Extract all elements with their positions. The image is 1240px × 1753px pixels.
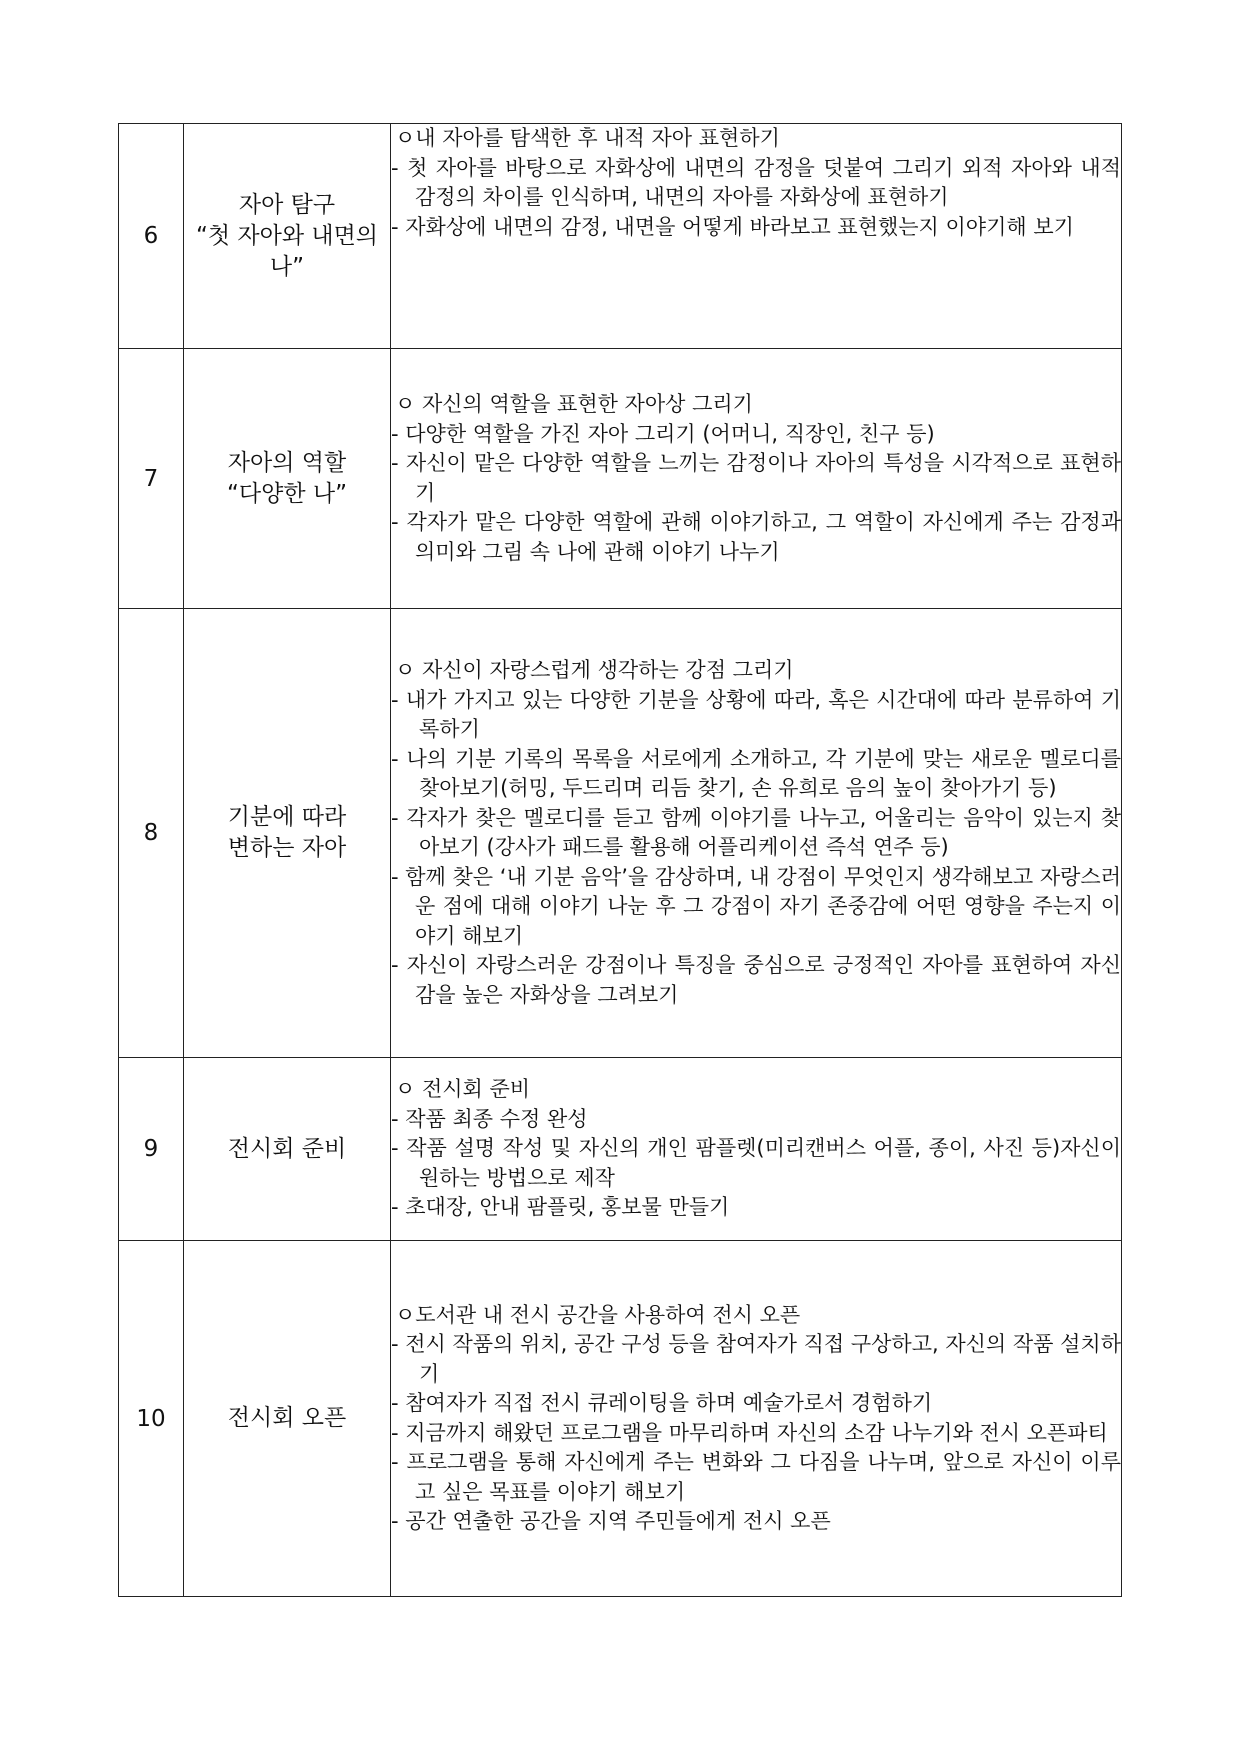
session-content [391, 124, 1122, 349]
session-heading: ㅇ 자신의 역할을 표현한 자아상 그리기 [395, 392, 753, 416]
session-item: - 작품 설명 작성 및 자신의 개인 팜플렛(미리캔버스 어플, 종이, 사진 등)자신이 원하는 방법으로 제작 [391, 1136, 1121, 1190]
session-title-line: 자아의 역할 [227, 449, 347, 476]
session-title-line: 전시회 오픈 [227, 1405, 347, 1431]
session-item: - 자신이 자랑스러운 강점이나 특징을 중심으로 긍정적인 자아를 표현하여 자신감을 높은 자화상을 그려보기 [391, 953, 1121, 1007]
table-row [119, 609, 1122, 1058]
session-title [184, 1058, 391, 1241]
session-item: - 공간 연출한 공간을 지역 주민들에게 전시 오픈 [391, 1509, 831, 1533]
session-content [391, 1058, 1122, 1241]
table-row [119, 1241, 1122, 1597]
session-item: - 나의 기분 기록의 목록을 서로에게 소개하고, 각 기분에 맞는 새로운 멜로디를 찾아보기(허밍, 두드리며 리듬 찾기, 손 유희로 음의 높이 찾아가기 등) [391, 746, 1121, 800]
session-title-line: “첫 자아와 내면의 [195, 222, 379, 249]
session-heading: ㅇ 전시회 준비 [395, 1077, 531, 1102]
session-item: - 다양한 역할을 가진 자아 그리기 (어머니, 직장인, 친구 등) [391, 421, 935, 446]
session-item: - 자화상에 내면의 감정, 내면을 어떻게 바라보고 표현했는지 이야기해 보기 [391, 214, 1074, 239]
session-heading: ㅇ내 자아를 탐색한 후 내적 자아 표현하기 [395, 126, 780, 150]
session-title [184, 349, 391, 609]
session-title-line: “다양한 나” [226, 480, 347, 507]
session-heading: ㅇ도서관 내 전시 공간을 사용하여 전시 오픈 [395, 1302, 801, 1327]
session-content [391, 1241, 1122, 1597]
session-title-line: 변하는 자아 [227, 835, 347, 861]
session-number: 10 [119, 1241, 184, 1597]
session-content [391, 349, 1122, 609]
session-item: - 각자가 찾은 멜로디를 듣고 함께 이야기를 나누고, 어울리는 음악이 있는지 찾아보기 (강사가 패드를 활용해 어플리케이션 즉석 연주 등) [391, 805, 1121, 859]
session-item: - 자신이 맡은 다양한 역할을 느끼는 감정이나 자아의 특성을 시각적으로 표현하기 [391, 451, 1121, 505]
session-number: 8 [119, 609, 184, 1058]
session-item: - 첫 자아를 바탕으로 자화상에 내면의 감정을 덧붙여 그리기 외적 자아와 내적 감정의 차이를 인식하며, 내면의 자아를 자화상에 표현하기 [391, 155, 1121, 209]
session-number: 7 [119, 349, 184, 609]
table-row [119, 349, 1122, 609]
session-title [184, 124, 391, 349]
session-item: - 초대장, 안내 팜플릿, 홍보물 만들기 [391, 1195, 730, 1220]
session-item: - 작품 최종 수정 완성 [391, 1106, 588, 1131]
session-item: - 각자가 맡은 다양한 역할에 관해 이야기하고, 그 역할이 자신에게 주는 감정과 의미와 그림 속 나에 관해 이야기 나누기 [391, 510, 1121, 564]
session-content [391, 609, 1122, 1058]
session-item: - 전시 작품의 위치, 공간 구성 등을 참여자가 직접 구상하고, 자신의 작품 설치하기 [391, 1332, 1121, 1386]
session-number: 9 [119, 1058, 184, 1241]
table-row [119, 1058, 1122, 1241]
session-title-line: 전시회 준비 [227, 1135, 347, 1162]
session-item: - 내가 가지고 있는 다양한 기분을 상황에 따라, 혹은 시간대에 따라 분류하여 기록하기 [391, 687, 1121, 741]
session-title [184, 609, 391, 1058]
session-item: - 지금까지 해왔던 프로그램을 마무리하며 자신의 소감 나누기와 전시 오픈파티 [391, 1420, 1108, 1445]
table-row [119, 124, 1122, 349]
session-item: - 참여자가 직접 전시 큐레이팅을 하며 예술가로서 경험하기 [391, 1391, 933, 1415]
session-heading: ㅇ 자신이 자랑스럽게 생각하는 강점 그리기 [395, 658, 794, 682]
program-schedule-table [118, 123, 1122, 1597]
session-item: - 프로그램을 통해 자신에게 주는 변화와 그 다짐을 나누며, 앞으로 자신이 이루고 싶은 목표를 이야기 해보기 [391, 1450, 1121, 1504]
session-title-line: 자아 탐구 [238, 191, 336, 218]
session-number: 6 [119, 124, 184, 349]
session-title [184, 1241, 391, 1597]
session-title-line: 기분에 따라 [227, 804, 347, 830]
session-title-line: 나” [269, 253, 305, 280]
session-item: - 함께 찾은 ‘내 기분 음악’을 감상하며, 내 강점이 무엇인지 생각해보고 자랑스러운 점에 대해 이야기 나눈 후 그 강점이 자기 존중감에 어떤 영향을 주는지 이야기 해보기 [391, 864, 1121, 948]
